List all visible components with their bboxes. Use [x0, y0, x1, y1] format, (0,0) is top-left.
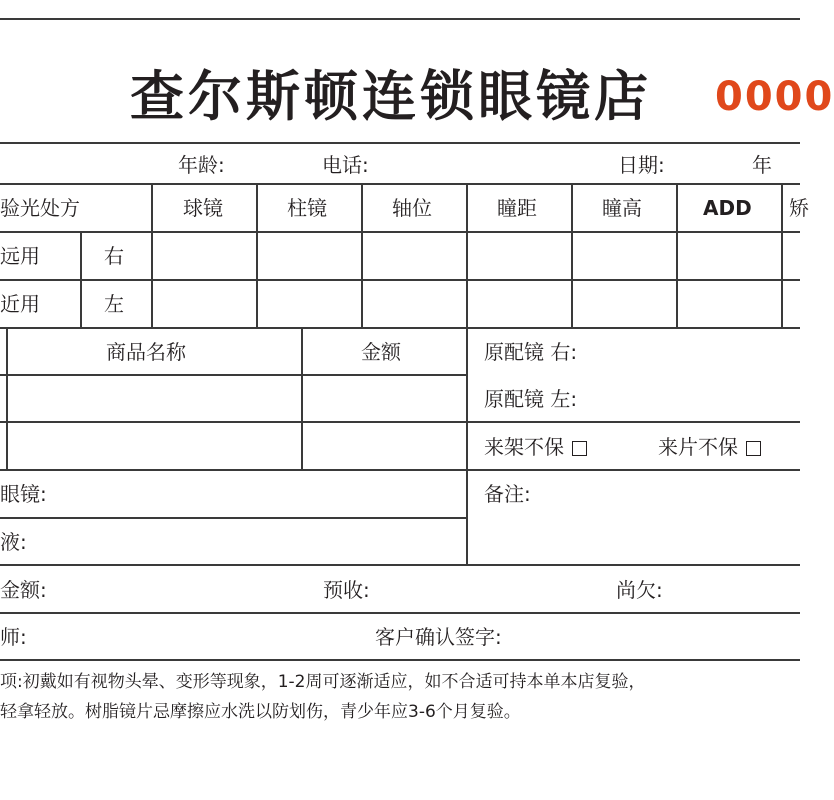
rx-bottom-divider	[0, 327, 800, 329]
original-right-label: 原配镜 右:	[484, 340, 578, 364]
totals-divider	[0, 612, 800, 614]
products-bottom-divider	[0, 469, 800, 471]
rx-header-divider	[0, 231, 800, 233]
frame-disclaimer	[484, 437, 587, 457]
owed-label: 尚欠:	[616, 578, 663, 602]
title-divider	[0, 142, 800, 144]
rx-vline-1	[151, 183, 153, 327]
lens-disclaimer-label: 来片不保	[658, 435, 738, 459]
rx-col-axis: 轴位	[392, 196, 432, 220]
amount-header: 金额	[361, 340, 401, 364]
date-label: 日期:	[618, 153, 665, 177]
top-border	[0, 18, 800, 20]
rx-row-distance: 远用	[0, 244, 40, 268]
rx-col-sphere: 球镜	[183, 196, 223, 220]
rx-row-left-eye: 左	[104, 292, 124, 316]
lens-disclaimer	[658, 437, 761, 457]
store-title: 查尔斯顿连锁眼镜店	[130, 65, 652, 128]
product-vline-amount	[301, 327, 303, 469]
solution-label: 液:	[0, 530, 27, 554]
product-name-header: 商品名称	[106, 340, 186, 364]
customer-signature-label: 客户确认签字:	[375, 625, 502, 649]
rx-vline-5	[571, 183, 573, 327]
rx-vline-use	[80, 231, 82, 327]
rx-section-label: 验光处方	[0, 196, 80, 220]
glasses-label: 眼镜:	[0, 482, 47, 506]
remarks-label: 备注:	[484, 482, 531, 506]
frame-checkbox[interactable]	[572, 441, 587, 456]
phone-label: 电话:	[322, 153, 369, 177]
remarks-bottom-divider	[0, 564, 800, 566]
year-label: 年	[752, 153, 772, 177]
rx-vline-7	[781, 183, 783, 327]
age-label: 年龄:	[178, 153, 225, 177]
serial-number: 0000	[715, 74, 834, 120]
rx-row-right-eye: 右	[104, 244, 124, 268]
rx-col-add: ADD	[703, 196, 752, 220]
product-header-divider	[0, 374, 466, 376]
rx-row-near: 近用	[0, 292, 40, 316]
rx-col-pd: 瞳距	[497, 196, 537, 220]
original-left-label: 原配镜 左:	[484, 387, 578, 411]
frame-disclaimer-label: 来架不保	[484, 435, 564, 459]
rx-vline-6	[676, 183, 678, 327]
notes-line-2: 轻拿轻放。树脂镜片忌摩擦应水洗以防划伤，青少年应3-6个月复验。	[0, 702, 521, 722]
signature-divider	[0, 659, 800, 661]
rx-row-divider	[0, 279, 800, 281]
original-divider	[466, 421, 800, 423]
glasses-divider	[0, 517, 466, 519]
rx-col-ph: 瞳高	[602, 196, 642, 220]
info-divider	[0, 183, 800, 185]
product-vline-right	[466, 327, 468, 564]
prepaid-label: 预收:	[323, 578, 370, 602]
notes-line-1: 项:初戴如有视物头晕、变形等现象，1-2周可逐渐适应，如不合适可持本单本店复验，	[0, 672, 646, 692]
rx-col-correction: 矫	[789, 196, 809, 220]
product-row-divider	[0, 421, 466, 423]
rx-vline-2	[256, 183, 258, 327]
lens-checkbox[interactable]	[746, 441, 761, 456]
rx-vline-4	[466, 183, 468, 327]
rx-vline-3	[361, 183, 363, 327]
rx-col-cylinder: 柱镜	[287, 196, 327, 220]
product-vline-left	[6, 327, 8, 469]
total-amount-label: 金额:	[0, 578, 47, 602]
optometrist-label: 师:	[0, 625, 27, 649]
